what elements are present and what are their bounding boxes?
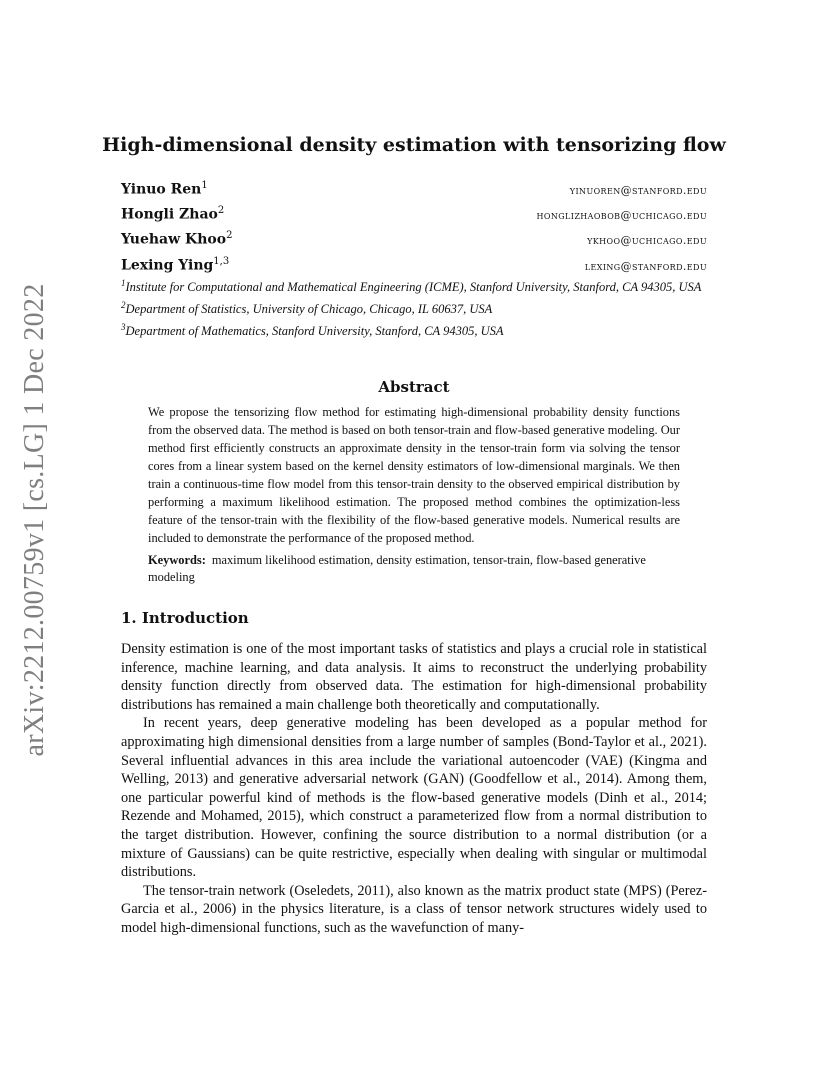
abstract-heading: Abstract [378,378,450,396]
section-body [121,640,707,938]
affiliations [121,274,711,340]
author-row [121,230,707,250]
abstract-body: We propose the tensorizing flow method for estimating high-dimensional probability density functions from the observed data. The method is based on both tensor-train and flow-based generative modeling. Our method first efficiently constructs an approximate density in the tensor-train form via solving the tensor cores from a linear system based on the kernel density estimators of low-dimensional marginals. We then train a continuous-time flow model from this tensor-train density to the observed empirical distribution by performing a maximum likelihood estimation. The proposed method combines the optimization-less feature of the tensor-train with the flexibility of the flow-based generative models. Numerical results are included to demonstrate the performance of the proposed method. [148,405,680,545]
author-name: Yuehaw Khoo$^2$ [121,230,233,248]
section-heading: 1. Introduction [121,609,249,627]
author-email[interactable]: honglizhaobob@uchicago.edu [536,208,707,222]
keywords-list: maximum likelihood estimation, density estimation, tensor-train, flow-based generative modeling [148,553,646,584]
affiliation: $^1$Institute for Computational and Mathematical Engineering (ICME), Stanford University, Stanford, CA 94305, USA [121,278,702,295]
keywords [148,552,680,586]
affiliation: $^2$Department of Statistics, University of Chicago, Chicago, IL 60637, USA [121,300,493,317]
author-row [121,205,707,225]
affiliation-mark: 3 [121,322,126,333]
affiliation-mark: 1 [121,278,126,288]
author-name: Yinuo Ren$^1$ [121,180,208,198]
affiliation: $^3$Department of Mathematics, Stanford University, Stanford, CA 94305, USA [121,322,504,339]
paragraph: The tensor-train network (Oseledets, 2011), also known as the matrix product state (MPS) (Perez-Garcia et al., 2006) in the physics literature, is a class of tensor network structures widely used to model high-dimensional functions, such as the wavefunction of many- [121,882,707,936]
author-email[interactable]: ykhoo@uchicago.edu [587,233,707,247]
paper-title: High-dimensional density estimation with tensorizing flow [102,134,726,156]
author-affiliation-mark: 2 [217,205,225,216]
paragraph: In recent years, deep generative modeling has been developed as a popular method for approximating high dimensional densities from a large number of samples (Bond-Taylor et al., 2021). Several influential advances in this area include the variational autoencoder (VAE) (Kingma and Welling, 2013) and generative adversarial network (GAN) (Goodfellow et al., 2014). Among them, one particular powerful kind of methods is the flow-based generative models (Dinh et al., 2014; Rezende and Mohamed, 2015), which construct a parameterized flow from a normal distribution to the target distribution. However, confining the source distribution to a normal distribution (or a mixture of Gaussians) can be quite restrictive, especially when dealing with singular or multimodal distributions. [121,715,707,881]
keywords-label: Keywords: [148,553,206,567]
author-row [121,256,707,276]
paragraph: Density estimation is one of the most important tasks of statistics and plays a crucial role in statistical inference, machine learning, and data analysis. It aims to reconstruct the underlying probability density function directly from observed data. The estimation for high-dimensional probability distributions has remained a main challenge both theoretically and computationally. [121,641,707,713]
author-row [121,180,707,200]
author-affiliation-mark: 2 [226,230,233,241]
affiliation-mark: 2 [121,300,126,311]
author-name: Lexing Ying$^{1,3}$ [121,256,230,274]
arxiv-side-stamp: arXiv:2212.00759v1 [cs.LG] 1 Dec 2022 [19,283,50,757]
author-email[interactable]: yinuoren@stanford.edu [569,183,707,197]
author-name: Hongli Zhao$^2$ [121,205,225,223]
author-affiliation-mark: 1 [201,180,208,191]
author-email[interactable]: lexing@stanford.edu [584,259,707,273]
author-affiliation-mark: 1,3 [213,256,230,267]
